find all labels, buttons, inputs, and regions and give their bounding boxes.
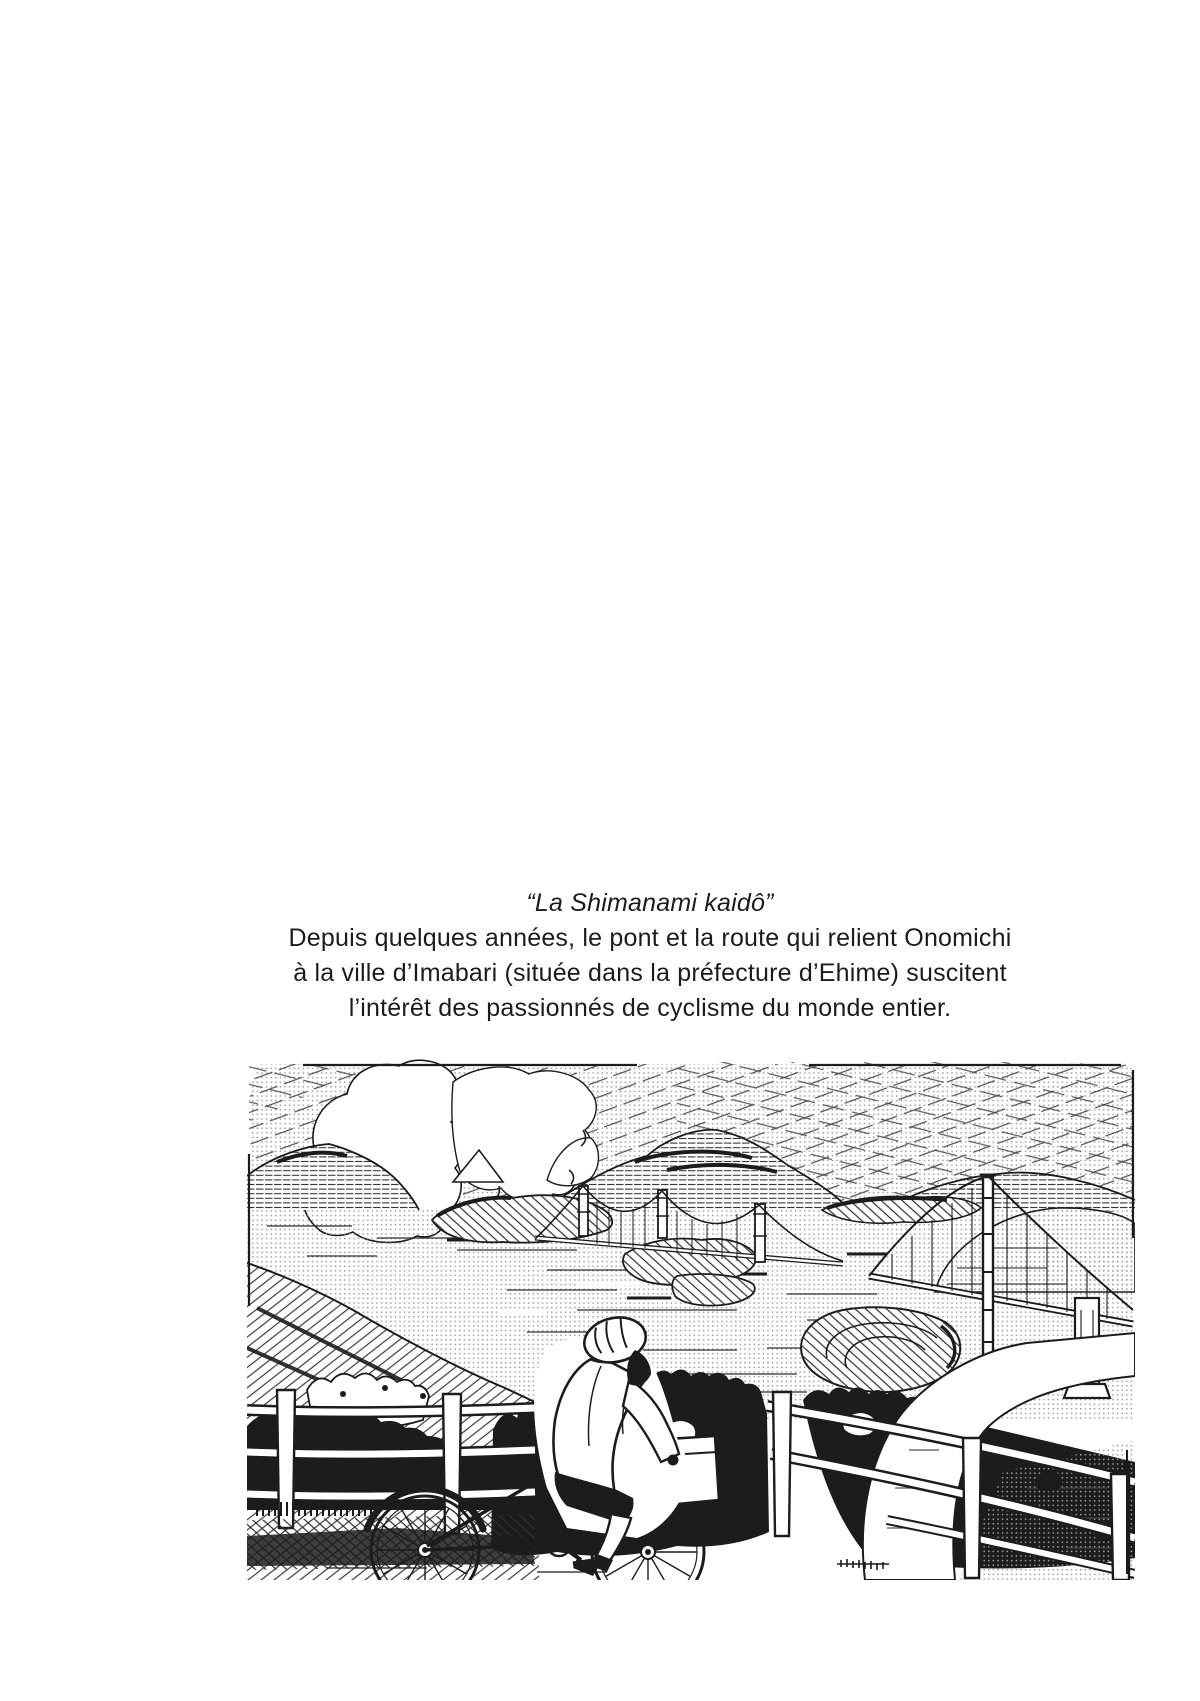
fence-post [963, 1438, 981, 1578]
caption-block [210, 886, 1090, 1026]
caption-line: à la ville d’Imabari (située dans la préfecture d’Ehime) suscitent [293, 959, 1007, 987]
caption-title: “La Shimanami kaidô” [526, 889, 774, 917]
caption-line: l’intérêt des passionnés de cyclisme du monde entier. [348, 994, 952, 1022]
fence-post [773, 1392, 791, 1536]
caption-line: Depuis quelques années, le pont et la route qui relient Onomichi [288, 924, 1012, 952]
landscape-illustration [247, 1058, 1135, 1580]
hand [668, 1455, 679, 1466]
